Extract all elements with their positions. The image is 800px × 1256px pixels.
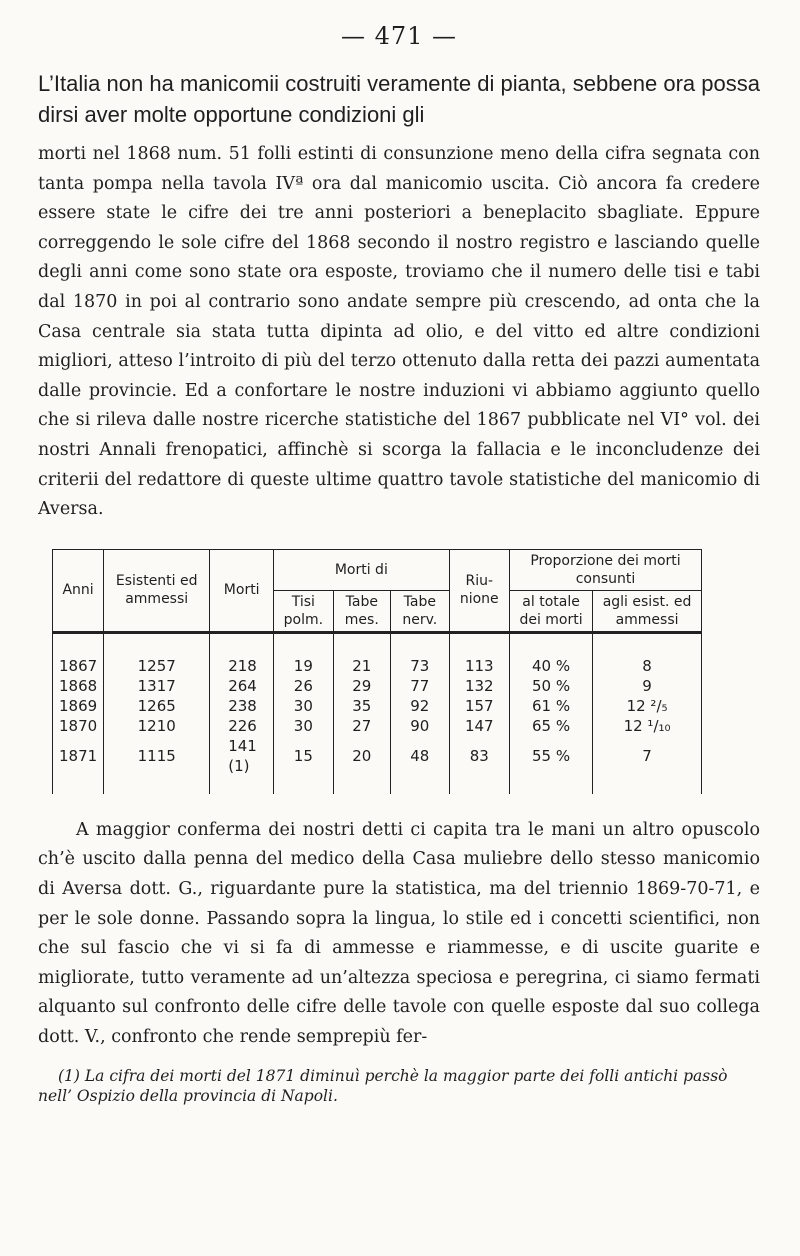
cell-tabe-nerv: 48 [391, 736, 449, 794]
header-al-totale: al totale dei morti [510, 590, 593, 632]
cell-tabe-mes: 29 [333, 676, 391, 696]
body-paragraph-2: A maggior conferma dei nostri detti ci capita tra le mani un altro opuscolo ch’è uscito dalla penna del medico della Casa muliebre dello stesso manicomio di Aversa dott. G., riguardante pure la statistica, ma del triennio 1869-70-71, e per le sole donne. Passando sopra la lingua, lo stile ed i concetti scientifici, non che sul fascio che vi si fa di ammesse e riammesse, e di uscite guarite e migliorate, tutto veramente ad un’altezza speciosa e peregrina, ci siamo fermati alquanto sul confronto delle cifre delle tavole con quelle esposte dal suo collega dott. V., confronto che rende semprepiù fer- [38, 819, 760, 1047]
table-row [53, 736, 702, 794]
cell-al-totale: 61 % [510, 696, 593, 716]
header-tabe-mes: Tabe mes. [333, 590, 391, 632]
cell-agli-esist: 7 [593, 736, 702, 794]
table-row [53, 632, 702, 676]
table-row [53, 676, 702, 696]
cell-morti: 238 [210, 696, 274, 716]
cell-agli-esist: 12 ¹/₁₀ [593, 716, 702, 736]
header-tisi: Tisi polm. [274, 590, 333, 632]
cell-al-totale: 40 % [510, 632, 593, 676]
cell-riunione: 147 [449, 716, 509, 736]
header-anni: Anni [53, 549, 104, 632]
footnote: (1) La cifra dei morti del 1871 diminuì perchè la maggior parte dei folli antichi passò nell’ Ospizio della provincia di Napoli. [38, 1067, 728, 1106]
cell-tisi: 15 [274, 736, 333, 794]
cell-tabe-mes: 35 [333, 696, 391, 716]
cell-esistenti: 1115 [104, 736, 210, 794]
header-tabe-nerv: Tabe nerv. [391, 590, 449, 632]
lead-paragraph: L’Italia non ha manicomii costruiti veramente di pianta, sebbene ora possa dirsi aver molte opportune condizioni gli [38, 71, 760, 127]
cell-morti: 226 [210, 716, 274, 736]
cell-riunione: 113 [449, 632, 509, 676]
cell-esistenti: 1265 [104, 696, 210, 716]
cell-tabe-nerv: 90 [391, 716, 449, 736]
cell-esistenti: 1257 [104, 632, 210, 676]
cell-anno: 1871 [53, 736, 104, 794]
cell-esistenti: 1317 [104, 676, 210, 696]
header-esistenti: Esistenti ed ammessi [104, 549, 210, 632]
cell-esistenti: 1210 [104, 716, 210, 736]
cell-anno: 1870 [53, 716, 104, 736]
cell-agli-esist: 12 ²/₅ [593, 696, 702, 716]
cell-tisi: 19 [274, 632, 333, 676]
cell-tisi: 30 [274, 696, 333, 716]
cell-tabe-nerv: 92 [391, 696, 449, 716]
cell-riunione: 157 [449, 696, 509, 716]
cell-anno: 1869 [53, 696, 104, 716]
cell-morti: 141 (1) [210, 736, 274, 794]
header-morti-di: Morti di [274, 549, 449, 590]
cell-tisi: 26 [274, 676, 333, 696]
page-number: — 471 — [340, 22, 458, 50]
cell-tabe-nerv: 77 [391, 676, 449, 696]
cell-anno: 1868 [53, 676, 104, 696]
cell-agli-esist: 9 [593, 676, 702, 696]
cell-tisi: 30 [274, 716, 333, 736]
cell-anno: 1867 [53, 632, 104, 676]
header-agli-esist: agli esist. ed ammessi [593, 590, 702, 632]
table-row [53, 696, 702, 716]
cell-tabe-mes: 27 [333, 716, 391, 736]
cell-tabe-nerv: 73 [391, 632, 449, 676]
cell-al-totale: 50 % [510, 676, 593, 696]
header-proporzione: Proporzione dei morti consunti [510, 549, 702, 590]
table-row [53, 716, 702, 736]
cell-tabe-mes: 21 [333, 632, 391, 676]
header-morti: Morti [210, 549, 274, 632]
cell-tabe-mes: 20 [333, 736, 391, 794]
cell-al-totale: 65 % [510, 716, 593, 736]
cell-morti: 218 [210, 632, 274, 676]
book-page [38, 22, 760, 1106]
statistics-table [52, 549, 702, 794]
cell-al-totale: 55 % [510, 736, 593, 794]
cell-morti: 264 [210, 676, 274, 696]
header-riunione: Riu- nione [449, 549, 509, 632]
body-paragraph-1: morti nel 1868 num. 51 folli estinti di consunzione meno della cifra segnata con tanta pompa nella tavola IVª ora dal manicomio uscita. Ciò ancora fa credere essere state le cifre dei tre anni posteriori a beneplacito sbagliate. Eppure correggendo le sole cifre del 1868 secondo il nostro registro e lasciando quelle degli anni come sono state ora esposte, troviamo che il numero delle tisi e tabi dal 1870 in poi al contrario sono andate sempre più crescendo, ad onta che la Casa centrale sia stata tutta dipinta ad olio, e del vitto ed altre condizioni migliori, atteso l’introito di più del terzo ottenuto dalla retta dei pazzi aumentata dalle provincie. Ed a confortare le nostre induzioni vi abbiamo aggiunto quello che si rileva dalle nostre ricerche statistiche del 1867 pubblicate nel VI° vol. dei nostri Annali frenopatici, affinchè si scorga la fallacia e le inconcludenze dei criterii del redattore di queste ultime quattro tavole statistiche del manicomio di Aversa. [38, 144, 760, 520]
cell-riunione: 83 [449, 736, 509, 794]
cell-agli-esist: 8 [593, 632, 702, 676]
cell-riunione: 132 [449, 676, 509, 696]
